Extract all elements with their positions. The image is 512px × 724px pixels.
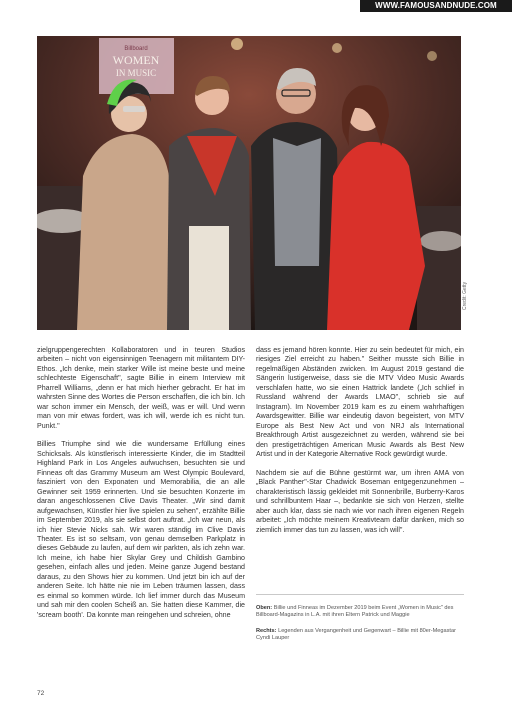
article-paragraph: Nachdem sie auf die Bühne gestürmt war, um ihren AMA von „Black Panther"-Star Chadwick Boseman entgegenzunehmen – charakteristisch lässig gekleidet mit Sonnenbrille, Burberry-Karos und schrillbuntem Haar –, bedankte sie sich von Herzen, stellte aber auch klar, dass sie nach wie vor nach ihren eigenen Regeln arbeitet: „Ich möchte meinem Kreativteam dafür danken, mich so ziemlich immer das tun zu lassen, was ich will". <box>256 468 464 534</box>
photo-captions <box>256 594 464 651</box>
article-paragraph: zielgruppengerechten Kollaboratoren und in teuren Studios arbeiten – nicht von eigensinnigen Teenagern mit militantem DIY-Ethos. „Ich denke, mein starker Wille ist meine beste und meine schlechteste Eigenschaft", sagte Billie in einem Interview mit Pharrell Williams, „denn er hat mich hierher gebracht. Er hat im wahrsten Sinne des Wortes die Person erschaffen, die ich bin. Ich war schon immer ein Mensch, der weiß, was er will. Und wenn man von mir etwas fordert, was ich will, werde ich es nicht tun. Punkt." <box>37 346 245 430</box>
banner-line-1: Billboard <box>124 46 148 52</box>
banner-line-2: WOMEN <box>112 53 160 67</box>
caption-label: Oben: <box>256 605 273 611</box>
photo-credit: Credit: Getty <box>462 281 468 310</box>
page-number: 72 <box>37 690 45 697</box>
article-paragraph: dass es jemand hören konnte. Hier zu sein bedeutet für mich, ein riesiges Ziel erreicht zu haben." Seither musste sich Billie in regelmäßigen Abständen zwicken. Im August 2019 gestand die Sängerin lustigerweise, dass sie die MTV Video Music Awards verschlafen hatte, wo sie einen Hattrick landete („Ich schlief in Russland während der Awards LMAO", schrieb sie auf Instagram). Im November 2019 kam es zu einem wahrhaftigen Awardsgewitter. Billie war eindeutig davon begeistert, von MTV Europe als Best New Act und von NRJ als International Breakthrough Artist ausgezeichnet zu werden, während sie bei den prestigeträchtigen American Music Awards als Best New Artist und in der Kategorie Alternative Rock gewürdigt wurde. <box>256 346 464 458</box>
article-column-right <box>256 346 464 544</box>
caption-right <box>256 628 464 643</box>
caption-top <box>256 605 464 620</box>
caption-label: Rechts: <box>256 627 277 634</box>
banner-line-3: IN MUSIC <box>115 68 157 78</box>
watermark: WWW.FAMOUSANDNUDE.COM <box>360 0 512 12</box>
article-paragraph: Billies Triumphe sind wie die wundersame Erfüllung eines Schicksals. Als künstlerisch interessierte Kinder, die im Stadtteil Highland Park in Los Angeles aufwuchsen, besuchten sie und Finneas oft das Grammy Museum am West Olympic Boulevard, fasziniert von den Exponaten und Memorabilia, die an alle Gewinner seit 1959 erinnerten. Und sie besuchten Konzerte im daran angeschlossenen Clive Davis Theater. „Wir sind damit aufgewachsen, Künstler hier live spielen zu sehen", erzählte Billie im September 2019, als sie selbst dort auftrat. „Ich war neun, als ich hier Stevie Nicks sah. Wir waren ständig im Clive Davis Theater. Es ist so seltsam, von genau demselben Parkplatz in dieses Gebäude zu laufen, auf dem wir parkten, als ich zehn war. Ich meine, ich habe hier Skylar Grey und Childish Gambino gesehen, einfach alles und jeden. Meine ganze Jugend bestand daraus, zu den Shows hier zu kommen. Und jetzt bin ich auf der anderen Seite. Ich hätte nie nie im Leben träumen lassen, dass es einmal so kommen würde. Ich lief immer durch das Museum und sah mir den coolen Scheiß an. Sie hatten diese Kammer, die 'scream booth'. Da konnte man reingehen und schreien, ohne <box>37 440 245 619</box>
caption-text: Legenden aus Vergangenheit und Gegenwart – Billie mit 80er-Megastar Cyndi Lauper <box>256 627 456 642</box>
event-photo <box>37 36 461 330</box>
caption-text: Billie und Finneas im Dezember 2019 beim Event „Women in Music" des Billboard-Magazins in L.A. mit ihren Eltern Patrick und Maggie <box>256 605 454 619</box>
article-column-left <box>37 346 245 629</box>
